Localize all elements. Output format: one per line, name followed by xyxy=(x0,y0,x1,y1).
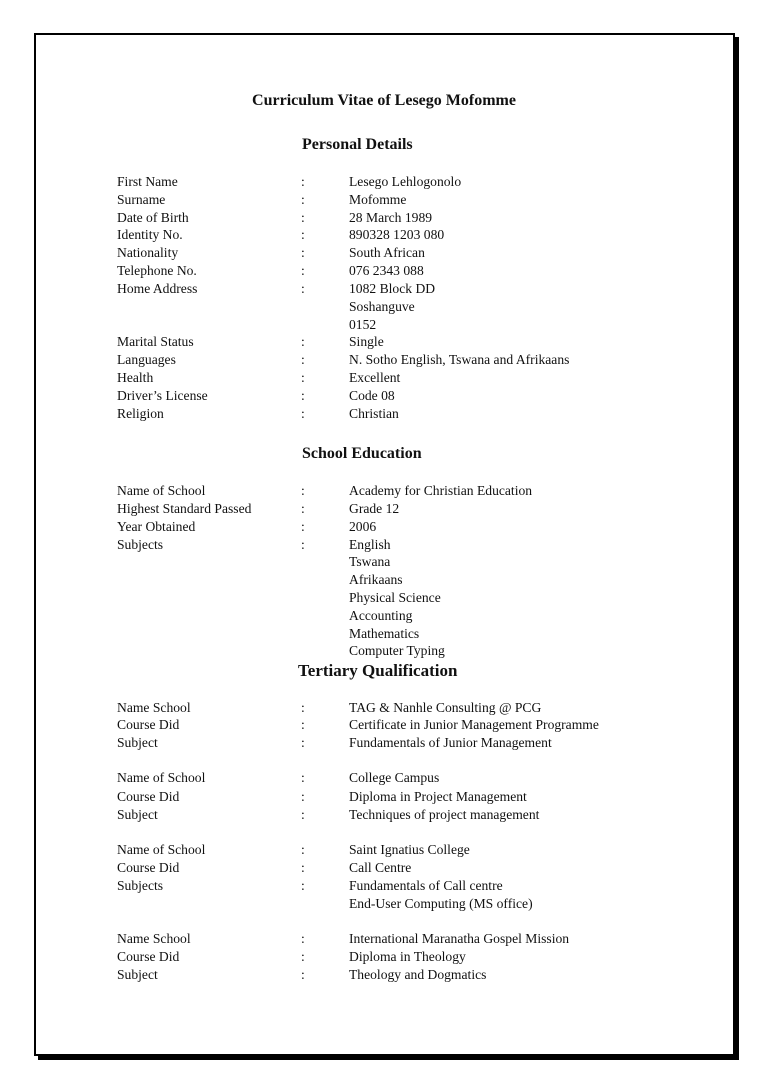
colon: : xyxy=(301,735,305,750)
subject-item: End-User Computing (MS office) xyxy=(349,896,533,911)
colon: : xyxy=(301,860,305,875)
colon: : xyxy=(301,334,305,349)
subject-item: Physical Science xyxy=(349,590,441,605)
colon: : xyxy=(301,406,305,421)
label: Course Did xyxy=(117,789,180,804)
heading-school-education: School Education xyxy=(302,445,422,462)
value: Mofomme xyxy=(349,192,407,207)
value: Grade 12 xyxy=(349,501,400,516)
heading-personal-details: Personal Details xyxy=(302,136,413,153)
value: Diploma in Theology xyxy=(349,949,466,964)
colon: : xyxy=(301,931,305,946)
value: International Maranatha Gospel Mission xyxy=(349,931,570,946)
subject-item: Mathematics xyxy=(349,626,420,641)
label: Name School xyxy=(117,931,191,946)
value: Call Centre xyxy=(349,860,412,875)
value: N. Sotho English, Tswana and Afrikaans xyxy=(349,352,570,367)
value: Christian xyxy=(349,406,399,421)
colon: : xyxy=(301,245,305,260)
colon: : xyxy=(301,537,305,552)
value: Single xyxy=(349,334,384,349)
value: Code 08 xyxy=(349,388,395,403)
label: Home Address xyxy=(117,281,198,296)
colon: : xyxy=(301,174,305,189)
colon: : xyxy=(301,210,305,225)
colon: : xyxy=(301,967,305,982)
label: Course Did xyxy=(117,860,180,875)
label: Name of School xyxy=(117,842,206,857)
colon: : xyxy=(301,281,305,296)
colon: : xyxy=(301,352,305,367)
value: 2006 xyxy=(349,519,377,534)
colon: : xyxy=(301,807,305,822)
address-line-2: Soshanguve xyxy=(349,299,415,314)
value: Diploma in Project Management xyxy=(349,789,527,804)
colon: : xyxy=(301,501,305,516)
value: 28 March 1989 xyxy=(349,210,433,225)
subject-item: Tswana xyxy=(349,554,391,569)
label: Health xyxy=(117,370,154,385)
colon: : xyxy=(301,789,305,804)
colon: : xyxy=(301,370,305,385)
colon: : xyxy=(301,263,305,278)
label: Subject xyxy=(117,807,158,822)
cv-title: Curriculum Vitae of Lesego Mofomme xyxy=(252,92,516,109)
label: Course Did xyxy=(117,717,180,732)
label: Languages xyxy=(117,352,176,367)
label: Name of School xyxy=(117,770,206,785)
value: Theology and Dogmatics xyxy=(349,967,487,982)
label: Subject xyxy=(117,735,158,750)
colon: : xyxy=(301,717,305,732)
subject-item: Accounting xyxy=(349,608,413,623)
value: 890328 1203 080 xyxy=(349,227,445,242)
value: Certificate in Junior Management Programme xyxy=(349,717,599,732)
colon: : xyxy=(301,700,305,715)
label: Identity No. xyxy=(117,227,183,242)
colon: : xyxy=(301,842,305,857)
value: Fundamentals of Junior Management xyxy=(349,735,552,750)
label: Subjects xyxy=(117,878,164,893)
label: First Name xyxy=(117,174,178,189)
value: English xyxy=(349,537,391,552)
label: Name School xyxy=(117,700,191,715)
value: Saint Ignatius College xyxy=(349,842,470,857)
value: Techniques of project management xyxy=(349,807,540,822)
colon: : xyxy=(301,878,305,893)
label: Name of School xyxy=(117,483,206,498)
label: Highest Standard Passed xyxy=(117,501,252,516)
value: Fundamentals of Call centre xyxy=(349,878,503,893)
colon: : xyxy=(301,227,305,242)
value: Excellent xyxy=(349,370,401,385)
colon: : xyxy=(301,770,305,785)
value: 076 2343 088 xyxy=(349,263,424,278)
label: Surname xyxy=(117,192,166,207)
label: Course Did xyxy=(117,949,180,964)
colon: : xyxy=(301,519,305,534)
value: South African xyxy=(349,245,425,260)
label: Subject xyxy=(117,967,158,982)
heading-tertiary-qualification: Tertiary Qualification xyxy=(298,661,458,680)
value: 1082 Block DD xyxy=(349,281,436,296)
subject-item: Afrikaans xyxy=(349,572,403,587)
label: Marital Status xyxy=(117,334,194,349)
colon: : xyxy=(301,388,305,403)
label: Telephone No. xyxy=(117,263,197,278)
value: TAG & Nanhle Consulting @ PCG xyxy=(349,700,542,715)
value: Lesego Lehlogonolo xyxy=(349,174,462,189)
label: Driver’s License xyxy=(117,388,208,403)
value: Academy for Christian Education xyxy=(349,483,533,498)
colon: : xyxy=(301,192,305,207)
label: Religion xyxy=(117,406,164,421)
label: Year Obtained xyxy=(117,519,196,534)
colon: : xyxy=(301,483,305,498)
subject-item: Computer Typing xyxy=(349,643,445,658)
colon: : xyxy=(301,949,305,964)
value: College Campus xyxy=(349,770,440,785)
label: Subjects xyxy=(117,537,164,552)
label: Date of Birth xyxy=(117,210,189,225)
label: Nationality xyxy=(117,245,179,260)
address-line-3: 0152 xyxy=(349,317,377,332)
